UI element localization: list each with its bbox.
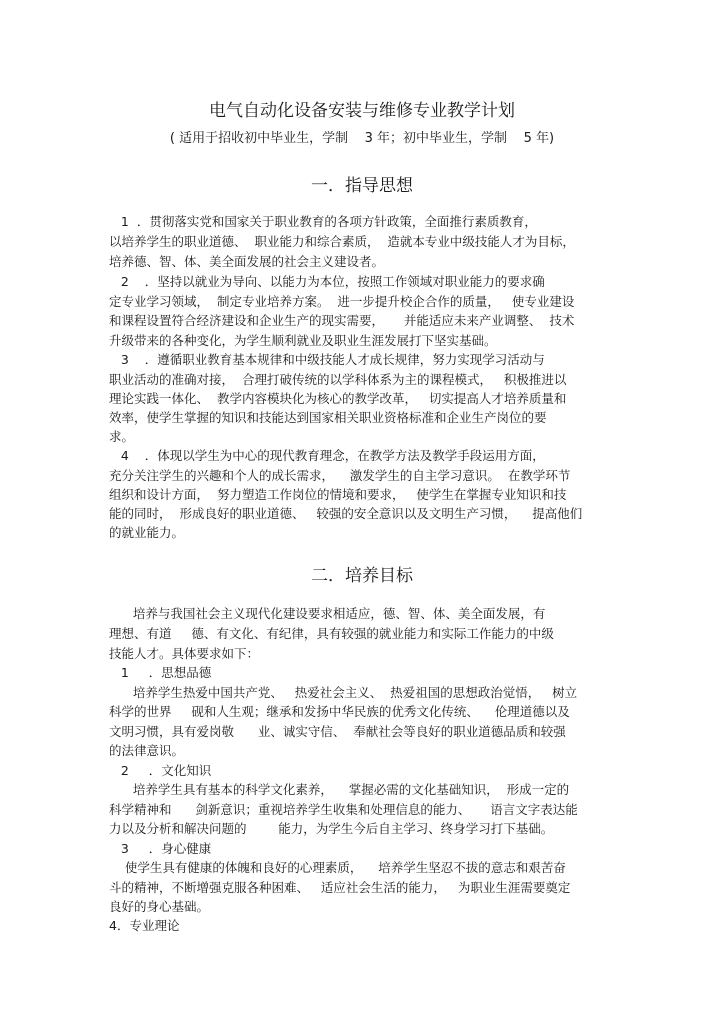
paragraph-line: 和课程设置符合经济建设和企业生产的现实需要， 并能适应未来产业调整、 技术 — [109, 313, 575, 328]
paragraph-line: 理想、有道 德、有文化、有纪律，具有较强的就业能力和实际工作能力的中级 — [109, 626, 554, 641]
paragraph-line: 的就业能力。 — [109, 525, 185, 540]
paragraph-line: 培养学生具有基本的科学文化素养， 掌握必需的文化基础知识， 形成一定的 — [109, 782, 570, 797]
paragraph-line: 1 ．思想品德 — [109, 665, 212, 680]
paragraph-line: 3 ．身心健康 — [109, 841, 212, 856]
section-heading-training-goals: 二．培养目标 — [311, 566, 413, 586]
paragraph-line: 4 ．体现以学生为中心的现代教育理念，在教学方法及教学手段运用方面， — [109, 448, 545, 463]
paragraph-line: 理论实践一体化、 教学内容模块化为核心的教学改革， 切实提高人才培养质量和 — [109, 391, 567, 406]
paragraph-line: 以培养学生的职业道德、 职业能力和综合素质， 造就本专业中级技能人才为目标， — [109, 234, 575, 249]
paragraph-line: 职业活动的准确对接， 合理打破传统的以学科体系为主的课程模式， 积极推进以 — [109, 372, 567, 387]
paragraph-line: 科学精神和 剑新意识；重视培养学生收集和处理信息的能力、 语言文字表达能 — [109, 802, 578, 817]
paragraph-line: 培养与我国社会主义现代化建设要求相适应，德、智、体、美全面发展，有 — [109, 606, 546, 621]
paragraph-line: 能的同时， 形成良好的职业道德、 较强的安全意识以及文明生产习惯， 提高他们 — [109, 506, 583, 521]
paragraph-line: 组织和设计方面， 努力塑造工作岗位的情境和要求， 使学生在掌握专业知识和技 — [109, 487, 567, 502]
paragraph-line: 的法律意识。 — [109, 743, 185, 758]
paragraph-line: 3 ．遵循职业教育基本规律和中级技能人才成长规律，努力实现学习活动与 — [109, 352, 545, 367]
document-title: 电气自动化设备安装与维修专业教学计划 — [209, 101, 515, 121]
paragraph-line: 2 ．文化知识 — [109, 763, 212, 778]
paragraph-line: 定专业学习领域， 制定专业培养方案。 进一步提升校企合作的质量， 使专业建设 — [109, 294, 575, 309]
document-subtitle: ( 适用于招收初中毕业生，学制 3 年；初中毕业生，学制 5 年) — [169, 131, 555, 146]
paragraph-line: 使学生具有健康的体魄和良好的心理素质， 培养学生坚忍不拔的意志和艰苦奋 — [109, 860, 566, 875]
paragraph-line: 4．专业理论 — [109, 918, 180, 933]
paragraph-line: 力以及分析和解决问题的 能力，为学生今后自主学习、终身学习打下基础。 — [109, 821, 554, 836]
paragraph-line: 文明习惯，具有爱岗敬 业、诚实守信、 奉献社会等良好的职业道德品质和较强 — [109, 724, 566, 739]
paragraph-line: 培养学生热爱中国共产党、 热爱社会主义、 热爱祖国的思想政治觉悟， 树立 — [109, 685, 578, 700]
paragraph-line: 2 ．坚持以就业为导向、以能力为本位，按照工作领域对职业能力的要求确 — [109, 274, 545, 289]
paragraph-line: 充分关注学生的兴趣和个人的成长需求， 激发学生的自主学习意识。 在教学环节 — [109, 468, 571, 483]
paragraph-line: 科学的世界 砚和人生观；继承和发扬中华民族的优秀文化传统、 伦理道德以及 — [109, 704, 570, 719]
paragraph-line: 培养德、智、体、美全面发展的社会主义建设者。 — [109, 254, 385, 269]
paragraph-line: 求。 — [109, 429, 135, 444]
paragraph-line: 斗的精神，不断增强克服各种困难、 适应社会生活的能力， 为职业生涯需要奠定 — [109, 880, 571, 895]
paragraph-line: 1 ．贯彻落实党和国家关于职业教育的各项方针政策，全面推行素质教育， — [109, 214, 537, 229]
paragraph-line: 升级带来的各种变化，为学生顺利就业及职业生涯发展打下坚实基础。 — [109, 333, 497, 348]
section-heading-guiding-ideology: 一．指导思想 — [311, 176, 413, 196]
paragraph-line: 效率，使学生掌握的知识和技能达到国家相关职业资格标准和企业生产岗位的要 — [109, 410, 547, 425]
paragraph-line: 技能人才。具体要求如下： — [109, 646, 260, 661]
paragraph-line: 良好的身心基础。 — [109, 899, 210, 914]
